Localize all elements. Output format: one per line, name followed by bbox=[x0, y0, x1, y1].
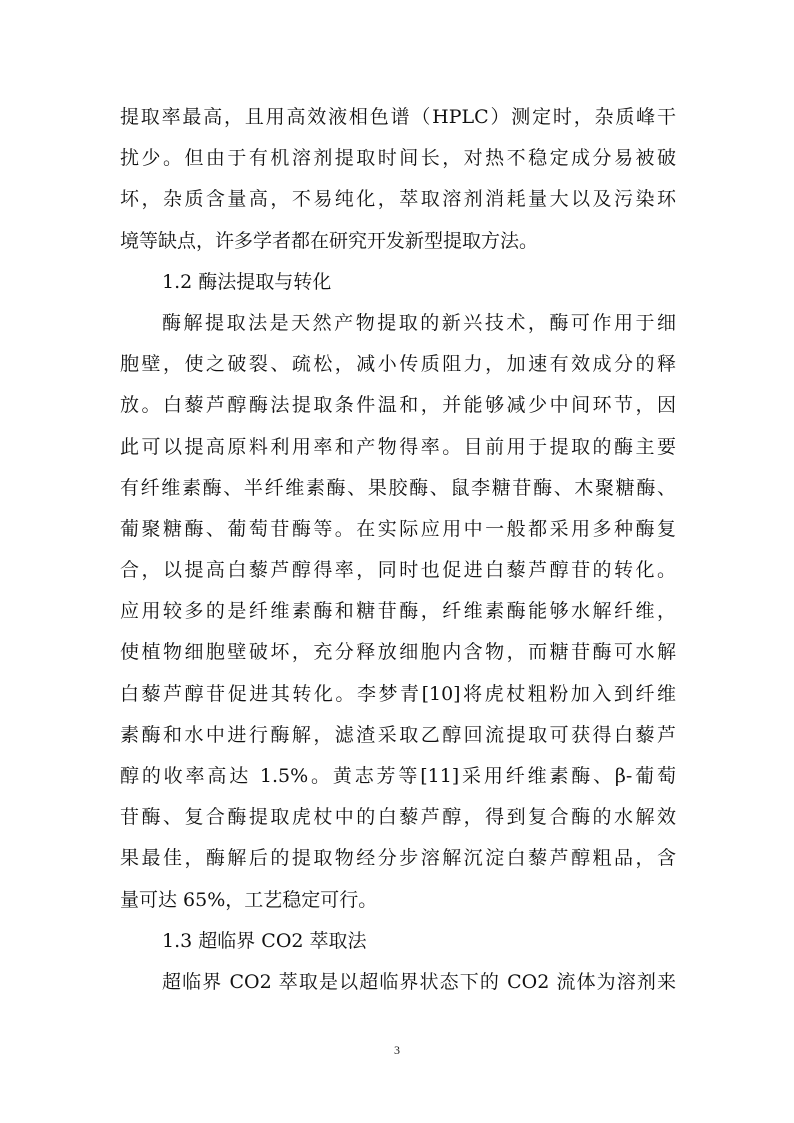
paragraph-line: 葡聚糖酶、葡萄苷酶等。在实际应用中一般都采用多种酶复 bbox=[120, 517, 676, 540]
paragraph-line: 醇的收率高达 1.5%。黄志芳等[11]采用纤维素酶、β-葡萄 bbox=[120, 765, 676, 787]
paragraph-line: 酶解提取法是天然产物提取的新兴技术，酶可作用于细 bbox=[162, 311, 676, 334]
section-heading-1-2: 1.2 酶法提取与转化 bbox=[162, 270, 332, 293]
paragraph-line: 超临界 CO2 萃取是以超临界状态下的 CO2 流体为溶剂来 bbox=[162, 970, 676, 993]
paragraph-line: 胞壁，使之破裂、疏松，减小传质阻力，加速有效成分的释 bbox=[120, 353, 676, 376]
paragraph-line: 提取率最高，且用高效液相色谱（HPLC）测定时，杂质峰干 bbox=[120, 106, 676, 128]
paragraph-line: 量可达 65%，工艺稳定可行。 bbox=[120, 888, 378, 911]
paragraph-line: 坏，杂质含量高，不易纯化，萃取溶剂消耗量大以及污染环 bbox=[120, 188, 676, 211]
paragraph-line: 扰少。但由于有机溶剂提取时间长，对热不稳定成分易被破 bbox=[120, 147, 676, 170]
paragraph-line: 此可以提高原料利用率和产物得率。目前用于提取的酶主要 bbox=[120, 435, 676, 458]
paragraph-line: 果最佳，酶解后的提取物经分步溶解沉淀白藜芦醇粗品，含 bbox=[120, 847, 676, 870]
paragraph-line: 应用较多的是纤维素酶和糖苷酶，纤维素酶能够水解纤维， bbox=[120, 600, 676, 623]
paragraph-line: 放。白藜芦醇酶法提取条件温和，并能够减少中间环节，因 bbox=[120, 394, 676, 417]
paragraph-line: 境等缺点，许多学者都在研究开发新型提取方法。 bbox=[120, 229, 539, 252]
section-heading-1-3: 1.3 超临界 CO2 萃取法 bbox=[162, 929, 367, 952]
paragraph-line: 白藜芦醇苷促进其转化。李梦青[10]将虎杖粗粉加入到纤维 bbox=[120, 682, 676, 705]
paragraph-line: 苷酶、复合酶提取虎杖中的白藜芦醇，得到复合酶的水解效 bbox=[120, 806, 676, 829]
paragraph-line: 合，以提高白藜芦醇得率，同时也促进白藜芦醇苷的转化。 bbox=[120, 559, 676, 582]
paragraph-line: 素酶和水中进行酶解，滤渣采取乙醇回流提取可获得白藜芦 bbox=[120, 723, 676, 746]
page-number: 3 bbox=[394, 1043, 400, 1057]
paragraph-line: 有纤维素酶、半纤维素酶、果胶酶、鼠李糖苷酶、木聚糖酶、 bbox=[120, 476, 676, 499]
paragraph-line: 使植物细胞壁破坏，充分释放细胞内含物，而糖苷酶可水解 bbox=[120, 641, 676, 664]
body-text bbox=[120, 97, 676, 1003]
